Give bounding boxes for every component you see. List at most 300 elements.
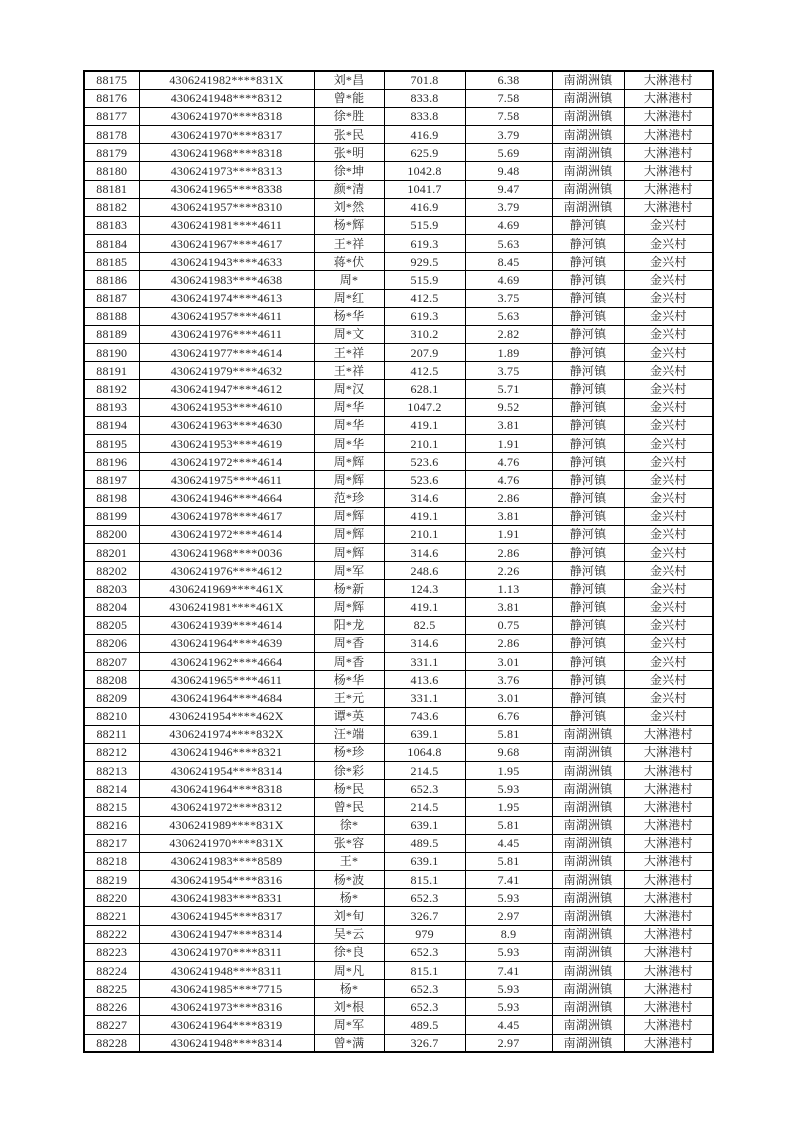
cell-town: 静河镇	[552, 543, 624, 561]
cell-village: 金兴村	[624, 398, 713, 416]
cell-town: 南湖洲镇	[552, 961, 624, 979]
cell-serial-number: 88186	[84, 271, 139, 289]
cell-serial-number: 88199	[84, 507, 139, 525]
cell-serial-number: 88203	[84, 580, 139, 598]
cell-secondary-value: 5.81	[465, 725, 552, 743]
cell-village: 大淋港村	[624, 816, 713, 834]
cell-town: 南湖洲镇	[552, 998, 624, 1016]
table-row	[84, 871, 713, 889]
cell-town: 静河镇	[552, 653, 624, 671]
table-row	[84, 616, 713, 634]
cell-masked-id-number: 4306241964****4684	[139, 689, 314, 707]
cell-masked-id-number: 4306241953****4610	[139, 398, 314, 416]
cell-village: 大淋港村	[624, 126, 713, 144]
cell-serial-number: 88221	[84, 907, 139, 925]
cell-amount: 515.9	[384, 216, 465, 234]
cell-masked-name: 周*辉	[314, 507, 384, 525]
cell-serial-number: 88188	[84, 307, 139, 325]
cell-village: 金兴村	[624, 580, 713, 598]
cell-secondary-value: 5.63	[465, 307, 552, 325]
cell-town: 南湖洲镇	[552, 144, 624, 162]
cell-serial-number: 88200	[84, 525, 139, 543]
cell-masked-id-number: 4306241970****8311	[139, 943, 314, 961]
cell-masked-name: 周*华	[314, 416, 384, 434]
table-row	[84, 889, 713, 907]
cell-secondary-value: 5.63	[465, 235, 552, 253]
cell-serial-number: 88187	[84, 289, 139, 307]
cell-amount: 210.1	[384, 434, 465, 452]
cell-town: 静河镇	[552, 434, 624, 452]
cell-amount: 1041.7	[384, 180, 465, 198]
cell-secondary-value: 5.93	[465, 998, 552, 1016]
cell-secondary-value: 9.68	[465, 743, 552, 761]
cell-masked-name: 周*军	[314, 1016, 384, 1034]
cell-serial-number: 88219	[84, 871, 139, 889]
cell-secondary-value: 5.69	[465, 144, 552, 162]
cell-masked-id-number: 4306241974****4613	[139, 289, 314, 307]
cell-village: 金兴村	[624, 416, 713, 434]
cell-town: 南湖洲镇	[552, 798, 624, 816]
cell-serial-number: 88220	[84, 889, 139, 907]
cell-amount: 639.1	[384, 816, 465, 834]
table-row	[84, 743, 713, 761]
cell-village: 金兴村	[624, 253, 713, 271]
cell-masked-id-number: 4306241976****4612	[139, 562, 314, 580]
cell-masked-name: 周*军	[314, 562, 384, 580]
cell-town: 静河镇	[552, 325, 624, 343]
cell-town: 南湖洲镇	[552, 1034, 624, 1052]
cell-amount: 82.5	[384, 616, 465, 634]
cell-masked-name: 王*祥	[314, 362, 384, 380]
cell-amount: 619.3	[384, 235, 465, 253]
cell-amount: 419.1	[384, 598, 465, 616]
cell-town: 静河镇	[552, 562, 624, 580]
table-row	[84, 525, 713, 543]
cell-masked-name: 张*民	[314, 126, 384, 144]
cell-village: 大淋港村	[624, 907, 713, 925]
cell-serial-number: 88228	[84, 1034, 139, 1052]
cell-serial-number: 88190	[84, 344, 139, 362]
cell-amount: 523.6	[384, 453, 465, 471]
cell-secondary-value: 5.81	[465, 816, 552, 834]
table-row	[84, 725, 713, 743]
cell-amount: 515.9	[384, 271, 465, 289]
cell-masked-name: 周*华	[314, 434, 384, 452]
table-row	[84, 325, 713, 343]
table-row	[84, 961, 713, 979]
table-row	[84, 925, 713, 943]
cell-serial-number: 88217	[84, 834, 139, 852]
cell-masked-id-number: 4306241964****4639	[139, 634, 314, 652]
cell-amount: 489.5	[384, 1016, 465, 1034]
cell-secondary-value: 9.52	[465, 398, 552, 416]
cell-masked-id-number: 4306241967****4617	[139, 235, 314, 253]
cell-secondary-value: 3.81	[465, 416, 552, 434]
cell-village: 大淋港村	[624, 889, 713, 907]
table-row	[84, 471, 713, 489]
cell-masked-name: 杨*华	[314, 307, 384, 325]
cell-secondary-value: 1.95	[465, 798, 552, 816]
cell-masked-id-number: 4306241968****8318	[139, 144, 314, 162]
cell-secondary-value: 2.97	[465, 1034, 552, 1052]
table-row	[84, 562, 713, 580]
cell-secondary-value: 3.81	[465, 598, 552, 616]
cell-secondary-value: 3.75	[465, 362, 552, 380]
cell-masked-id-number: 4306241972****4614	[139, 453, 314, 471]
cell-village: 金兴村	[624, 235, 713, 253]
cell-serial-number: 88180	[84, 162, 139, 180]
cell-amount: 815.1	[384, 871, 465, 889]
cell-serial-number: 88224	[84, 961, 139, 979]
cell-masked-id-number: 4306241970****8318	[139, 107, 314, 125]
cell-masked-id-number: 4306241978****4617	[139, 507, 314, 525]
cell-masked-name: 王*祥	[314, 235, 384, 253]
cell-town: 静河镇	[552, 580, 624, 598]
cell-town: 静河镇	[552, 471, 624, 489]
cell-amount: 331.1	[384, 653, 465, 671]
cell-masked-id-number: 4306241972****8312	[139, 798, 314, 816]
cell-masked-name: 张*容	[314, 834, 384, 852]
cell-masked-id-number: 4306241973****8316	[139, 998, 314, 1016]
cell-village: 大淋港村	[624, 180, 713, 198]
cell-serial-number: 88177	[84, 107, 139, 125]
cell-village: 大淋港村	[624, 71, 713, 89]
table-row	[84, 634, 713, 652]
cell-serial-number: 88216	[84, 816, 139, 834]
table-row	[84, 798, 713, 816]
table-row	[84, 107, 713, 125]
cell-town: 南湖洲镇	[552, 743, 624, 761]
table-row	[84, 344, 713, 362]
cell-masked-name: 徐*胜	[314, 107, 384, 125]
subsidy-table-body	[84, 71, 713, 1052]
cell-village: 金兴村	[624, 598, 713, 616]
cell-town: 静河镇	[552, 507, 624, 525]
table-row	[84, 762, 713, 780]
cell-secondary-value: 2.86	[465, 634, 552, 652]
cell-masked-id-number: 4306241943****4633	[139, 253, 314, 271]
table-row	[84, 598, 713, 616]
cell-village: 金兴村	[624, 543, 713, 561]
cell-amount: 331.1	[384, 689, 465, 707]
cell-serial-number: 88193	[84, 398, 139, 416]
cell-masked-id-number: 4306241957****4611	[139, 307, 314, 325]
table-row	[84, 507, 713, 525]
cell-secondary-value: 7.58	[465, 107, 552, 125]
cell-masked-name: 刘*然	[314, 198, 384, 216]
table-row	[84, 253, 713, 271]
cell-village: 金兴村	[624, 689, 713, 707]
cell-serial-number: 88183	[84, 216, 139, 234]
cell-masked-name: 刘*昌	[314, 71, 384, 89]
cell-masked-name: 曾*民	[314, 798, 384, 816]
cell-amount: 619.3	[384, 307, 465, 325]
cell-masked-id-number: 4306241981****4611	[139, 216, 314, 234]
cell-amount: 833.8	[384, 89, 465, 107]
cell-amount: 929.5	[384, 253, 465, 271]
cell-masked-name: 徐*彩	[314, 762, 384, 780]
cell-town: 静河镇	[552, 634, 624, 652]
cell-village: 金兴村	[624, 616, 713, 634]
cell-village: 金兴村	[624, 634, 713, 652]
cell-serial-number: 88195	[84, 434, 139, 452]
cell-town: 静河镇	[552, 307, 624, 325]
table-row	[84, 453, 713, 471]
cell-serial-number: 88202	[84, 562, 139, 580]
table-row	[84, 144, 713, 162]
cell-amount: 652.3	[384, 780, 465, 798]
cell-secondary-value: 4.45	[465, 1016, 552, 1034]
cell-secondary-value: 7.41	[465, 961, 552, 979]
cell-village: 大淋港村	[624, 980, 713, 998]
cell-town: 南湖洲镇	[552, 834, 624, 852]
cell-serial-number: 88225	[84, 980, 139, 998]
cell-town: 静河镇	[552, 707, 624, 725]
cell-town: 南湖洲镇	[552, 780, 624, 798]
cell-masked-name: 杨*民	[314, 780, 384, 798]
cell-masked-name: 王*	[314, 852, 384, 870]
cell-masked-id-number: 4306241945****8317	[139, 907, 314, 925]
cell-secondary-value: 0.75	[465, 616, 552, 634]
cell-town: 静河镇	[552, 344, 624, 362]
cell-secondary-value: 6.76	[465, 707, 552, 725]
cell-masked-name: 王*祥	[314, 344, 384, 362]
table-row	[84, 780, 713, 798]
cell-masked-id-number: 4306241983****8589	[139, 852, 314, 870]
cell-village: 大淋港村	[624, 871, 713, 889]
cell-masked-id-number: 4306241985****7715	[139, 980, 314, 998]
table-row	[84, 89, 713, 107]
cell-serial-number: 88181	[84, 180, 139, 198]
table-row	[84, 71, 713, 89]
cell-secondary-value: 3.76	[465, 671, 552, 689]
table-row	[84, 307, 713, 325]
cell-village: 金兴村	[624, 362, 713, 380]
cell-village: 金兴村	[624, 307, 713, 325]
cell-amount: 314.6	[384, 489, 465, 507]
cell-secondary-value: 1.95	[465, 762, 552, 780]
cell-town: 静河镇	[552, 525, 624, 543]
cell-secondary-value: 3.01	[465, 689, 552, 707]
cell-masked-id-number: 4306241989****831X	[139, 816, 314, 834]
cell-village: 金兴村	[624, 562, 713, 580]
cell-secondary-value: 1.91	[465, 434, 552, 452]
cell-town: 静河镇	[552, 616, 624, 634]
cell-masked-id-number: 4306241946****4664	[139, 489, 314, 507]
cell-town: 静河镇	[552, 489, 624, 507]
cell-amount: 523.6	[384, 471, 465, 489]
cell-town: 静河镇	[552, 289, 624, 307]
cell-serial-number: 88182	[84, 198, 139, 216]
cell-masked-name: 刘*根	[314, 998, 384, 1016]
cell-village: 金兴村	[624, 344, 713, 362]
cell-town: 南湖洲镇	[552, 71, 624, 89]
cell-village: 金兴村	[624, 489, 713, 507]
cell-amount: 652.3	[384, 998, 465, 1016]
table-row	[84, 489, 713, 507]
table-row	[84, 580, 713, 598]
cell-town: 南湖洲镇	[552, 107, 624, 125]
cell-serial-number: 88223	[84, 943, 139, 961]
cell-masked-name: 徐*	[314, 816, 384, 834]
cell-village: 金兴村	[624, 271, 713, 289]
cell-town: 静河镇	[552, 453, 624, 471]
cell-masked-name: 阳*龙	[314, 616, 384, 634]
cell-masked-id-number: 4306241948****8314	[139, 1034, 314, 1052]
cell-masked-id-number: 4306241973****8313	[139, 162, 314, 180]
cell-amount: 639.1	[384, 852, 465, 870]
cell-serial-number: 88226	[84, 998, 139, 1016]
cell-village: 金兴村	[624, 671, 713, 689]
table-row	[84, 235, 713, 253]
cell-masked-name: 蒋*伏	[314, 253, 384, 271]
cell-serial-number: 88207	[84, 653, 139, 671]
table-row	[84, 980, 713, 998]
cell-town: 静河镇	[552, 598, 624, 616]
cell-amount: 815.1	[384, 961, 465, 979]
cell-amount: 1064.8	[384, 743, 465, 761]
cell-amount: 833.8	[384, 107, 465, 125]
cell-village: 大淋港村	[624, 144, 713, 162]
cell-serial-number: 88211	[84, 725, 139, 743]
cell-serial-number: 88189	[84, 325, 139, 343]
cell-village: 大淋港村	[624, 943, 713, 961]
cell-village: 金兴村	[624, 289, 713, 307]
cell-masked-name: 曾*能	[314, 89, 384, 107]
cell-masked-name: 谭*英	[314, 707, 384, 725]
cell-amount: 326.7	[384, 1034, 465, 1052]
cell-serial-number: 88212	[84, 743, 139, 761]
table-row	[84, 362, 713, 380]
cell-serial-number: 88214	[84, 780, 139, 798]
cell-village: 大淋港村	[624, 762, 713, 780]
cell-secondary-value: 6.38	[465, 71, 552, 89]
table-row	[84, 162, 713, 180]
cell-masked-name: 周*辉	[314, 525, 384, 543]
cell-masked-id-number: 4306241964****8319	[139, 1016, 314, 1034]
cell-amount: 326.7	[384, 907, 465, 925]
cell-masked-id-number: 4306241968****0036	[139, 543, 314, 561]
table-row	[84, 689, 713, 707]
table-row	[84, 707, 713, 725]
cell-amount: 652.3	[384, 889, 465, 907]
cell-masked-id-number: 4306241970****8317	[139, 126, 314, 144]
cell-masked-name: 张*明	[314, 144, 384, 162]
table-row	[84, 1016, 713, 1034]
cell-masked-name: 周*华	[314, 398, 384, 416]
cell-masked-name: 杨*波	[314, 871, 384, 889]
cell-masked-id-number: 4306241975****4611	[139, 471, 314, 489]
cell-amount: 412.5	[384, 362, 465, 380]
cell-masked-name: 周*凡	[314, 961, 384, 979]
cell-secondary-value: 4.45	[465, 834, 552, 852]
cell-town: 南湖洲镇	[552, 725, 624, 743]
cell-secondary-value: 5.93	[465, 980, 552, 998]
cell-village: 金兴村	[624, 507, 713, 525]
table-row	[84, 126, 713, 144]
table-row	[84, 998, 713, 1016]
cell-amount: 979	[384, 925, 465, 943]
cell-serial-number: 88215	[84, 798, 139, 816]
cell-secondary-value: 4.76	[465, 471, 552, 489]
cell-serial-number: 88184	[84, 235, 139, 253]
cell-masked-id-number: 4306241983****8331	[139, 889, 314, 907]
cell-village: 大淋港村	[624, 998, 713, 1016]
cell-village: 大淋港村	[624, 725, 713, 743]
cell-masked-id-number: 4306241965****8338	[139, 180, 314, 198]
cell-town: 南湖洲镇	[552, 889, 624, 907]
cell-village: 大淋港村	[624, 1016, 713, 1034]
cell-masked-name: 王*元	[314, 689, 384, 707]
cell-amount: 214.5	[384, 798, 465, 816]
cell-amount: 124.3	[384, 580, 465, 598]
cell-secondary-value: 5.93	[465, 780, 552, 798]
cell-town: 静河镇	[552, 235, 624, 253]
cell-town: 南湖洲镇	[552, 907, 624, 925]
cell-amount: 412.5	[384, 289, 465, 307]
cell-masked-name: 周*香	[314, 653, 384, 671]
cell-town: 南湖洲镇	[552, 89, 624, 107]
table-row	[84, 198, 713, 216]
cell-secondary-value: 4.69	[465, 216, 552, 234]
cell-masked-name: 周*辉	[314, 543, 384, 561]
table-row	[84, 543, 713, 561]
cell-secondary-value: 5.71	[465, 380, 552, 398]
cell-secondary-value: 4.76	[465, 453, 552, 471]
cell-serial-number: 88218	[84, 852, 139, 870]
cell-secondary-value: 7.58	[465, 89, 552, 107]
cell-serial-number: 88198	[84, 489, 139, 507]
cell-masked-name: 吴*云	[314, 925, 384, 943]
cell-masked-name: 杨*	[314, 889, 384, 907]
cell-masked-id-number: 4306241964****8318	[139, 780, 314, 798]
cell-masked-id-number: 4306241982****831X	[139, 71, 314, 89]
cell-secondary-value: 8.9	[465, 925, 552, 943]
cell-masked-id-number: 4306241946****8321	[139, 743, 314, 761]
cell-amount: 214.5	[384, 762, 465, 780]
cell-village: 大淋港村	[624, 780, 713, 798]
cell-secondary-value: 3.01	[465, 653, 552, 671]
cell-village: 金兴村	[624, 525, 713, 543]
cell-serial-number: 88222	[84, 925, 139, 943]
cell-village: 大淋港村	[624, 162, 713, 180]
cell-masked-name: 徐*坤	[314, 162, 384, 180]
cell-serial-number: 88227	[84, 1016, 139, 1034]
cell-amount: 639.1	[384, 725, 465, 743]
cell-amount: 701.8	[384, 71, 465, 89]
cell-masked-name: 颜*清	[314, 180, 384, 198]
cell-town: 南湖洲镇	[552, 1016, 624, 1034]
cell-masked-name: 杨*	[314, 980, 384, 998]
table-row	[84, 671, 713, 689]
cell-serial-number: 88194	[84, 416, 139, 434]
cell-masked-name: 周*辉	[314, 598, 384, 616]
cell-serial-number: 88197	[84, 471, 139, 489]
cell-amount: 419.1	[384, 507, 465, 525]
cell-amount: 1042.8	[384, 162, 465, 180]
table-row	[84, 852, 713, 870]
cell-amount: 210.1	[384, 525, 465, 543]
cell-serial-number: 88192	[84, 380, 139, 398]
cell-secondary-value: 5.93	[465, 943, 552, 961]
cell-serial-number: 88185	[84, 253, 139, 271]
cell-amount: 314.6	[384, 634, 465, 652]
cell-serial-number: 88206	[84, 634, 139, 652]
cell-secondary-value: 8.45	[465, 253, 552, 271]
cell-masked-name: 杨*新	[314, 580, 384, 598]
cell-town: 南湖洲镇	[552, 762, 624, 780]
cell-village: 金兴村	[624, 325, 713, 343]
